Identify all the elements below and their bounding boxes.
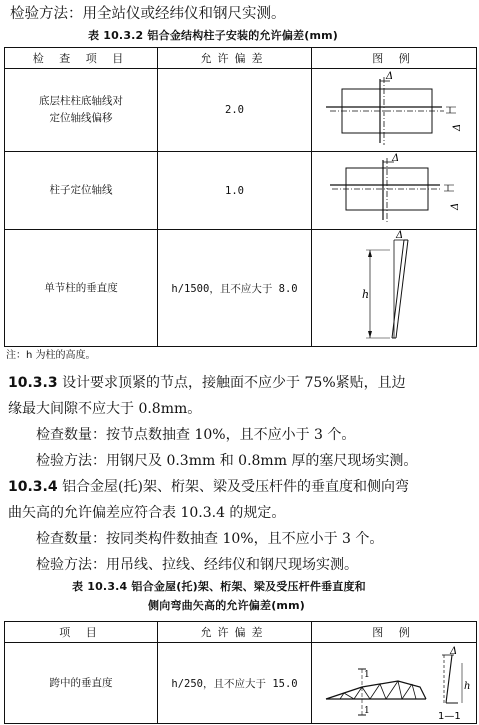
row-value: h/250，且不应大于 15.0: [158, 643, 312, 724]
section-10-3-4-line2: 曲矢高的允许偏差应符合表 10.3.4 的规定。: [8, 505, 286, 521]
section-10-3-4-line1: [8, 476, 409, 496]
h-label: h: [362, 288, 370, 301]
header-figure: 图 例: [312, 622, 477, 643]
header-tolerance: 允许偏差: [158, 622, 312, 643]
check-method-text: 检验方法：用钢尺及 0.3mm 和 0.8mm 厚的塞尺现场实测。: [36, 453, 418, 469]
check-quantity-text: 检查数量：按节点数抽查 10%，且不应小于 3 个。: [36, 427, 356, 443]
section-10-3-3-line1: [8, 372, 406, 392]
header-check-item: 检 查 项 目: [5, 48, 158, 69]
section-number: 10.3.4: [8, 479, 58, 495]
delta-label: Δ: [392, 153, 400, 164]
delta-label: Δ: [450, 202, 461, 210]
figure-verticality: [312, 230, 477, 347]
table-10-3-4-caption-line1: 表 10.3.4 铝合金屋(托)架、桁架、梁及受压杆件垂直度和: [72, 580, 366, 593]
column-verticality-diagram: [312, 230, 477, 346]
section-mark-label: 1: [364, 706, 370, 716]
column-base-offset-diagram: [312, 69, 477, 151]
row-value: 2.0: [158, 69, 312, 152]
h-label: h: [464, 681, 471, 692]
section-label: 1—1: [438, 711, 461, 722]
figure-column-axis: [312, 152, 477, 230]
table-row: [5, 69, 477, 152]
row-item: 单节柱的垂直度: [5, 230, 158, 347]
section-text: 铝合金屋(托)架、桁架、梁及受压杆件的垂直度和侧向弯: [62, 479, 409, 495]
table-10-3-2-caption: 表 10.3.2 铝合金结构柱子安装的允许偏差(mm): [88, 29, 339, 42]
section-mark-label: 1: [364, 670, 370, 680]
section-10-3-3-line2: 缘最大间隙不应大于 0.8mm。: [8, 401, 202, 417]
inspection-method-line: 检验方法：用全站仪或经纬仪和钢尺实测。: [10, 6, 286, 22]
table-10-3-2: [4, 47, 477, 347]
check-quantity-text: 检查数量：按同类构件数抽查 10%，且不应小于 3 个。: [36, 531, 384, 547]
check-method-text: 检验方法：用吊线、拉线、经纬仪和钢尺现场实测。: [36, 557, 358, 573]
header-tolerance: 允许偏差: [158, 48, 312, 69]
table-10-3-4: [4, 621, 477, 724]
row-value: h/1500，且不应大于 8.0: [158, 230, 312, 347]
section-text: 设计要求顶紧的节点，接触面不应少于 75%紧贴，且边: [62, 375, 406, 391]
table-row: [5, 643, 477, 724]
delta-label: Δ: [452, 123, 463, 131]
row-item: 柱子定位轴线: [5, 152, 158, 230]
row-item-line2: 定位轴线偏移: [49, 112, 113, 124]
table-row: [5, 230, 477, 347]
header-figure: 图 例: [312, 48, 477, 69]
delta-label: Δ: [386, 71, 394, 82]
header-item: 项 目: [5, 622, 158, 643]
row-item: [5, 69, 158, 152]
delta-label: Δ: [450, 646, 458, 657]
row-item-line1: 底层柱柱底轴线对: [39, 95, 123, 107]
table-note: 注：h 为柱的高度。: [6, 350, 96, 361]
figure-base-axis-offset: [312, 69, 477, 152]
table-row: [5, 152, 477, 230]
section-number: 10.3.3: [8, 375, 58, 391]
table-10-3-4-caption-line2: 侧向弯曲矢高的允许偏差(mm): [148, 599, 305, 612]
row-item: 跨中的垂直度: [5, 643, 158, 724]
row-value: 1.0: [158, 152, 312, 230]
column-axis-diagram: [312, 152, 477, 229]
delta-label: Δ: [396, 230, 404, 241]
figure-truss-verticality: [312, 643, 477, 724]
truss-verticality-diagram: [312, 643, 477, 723]
